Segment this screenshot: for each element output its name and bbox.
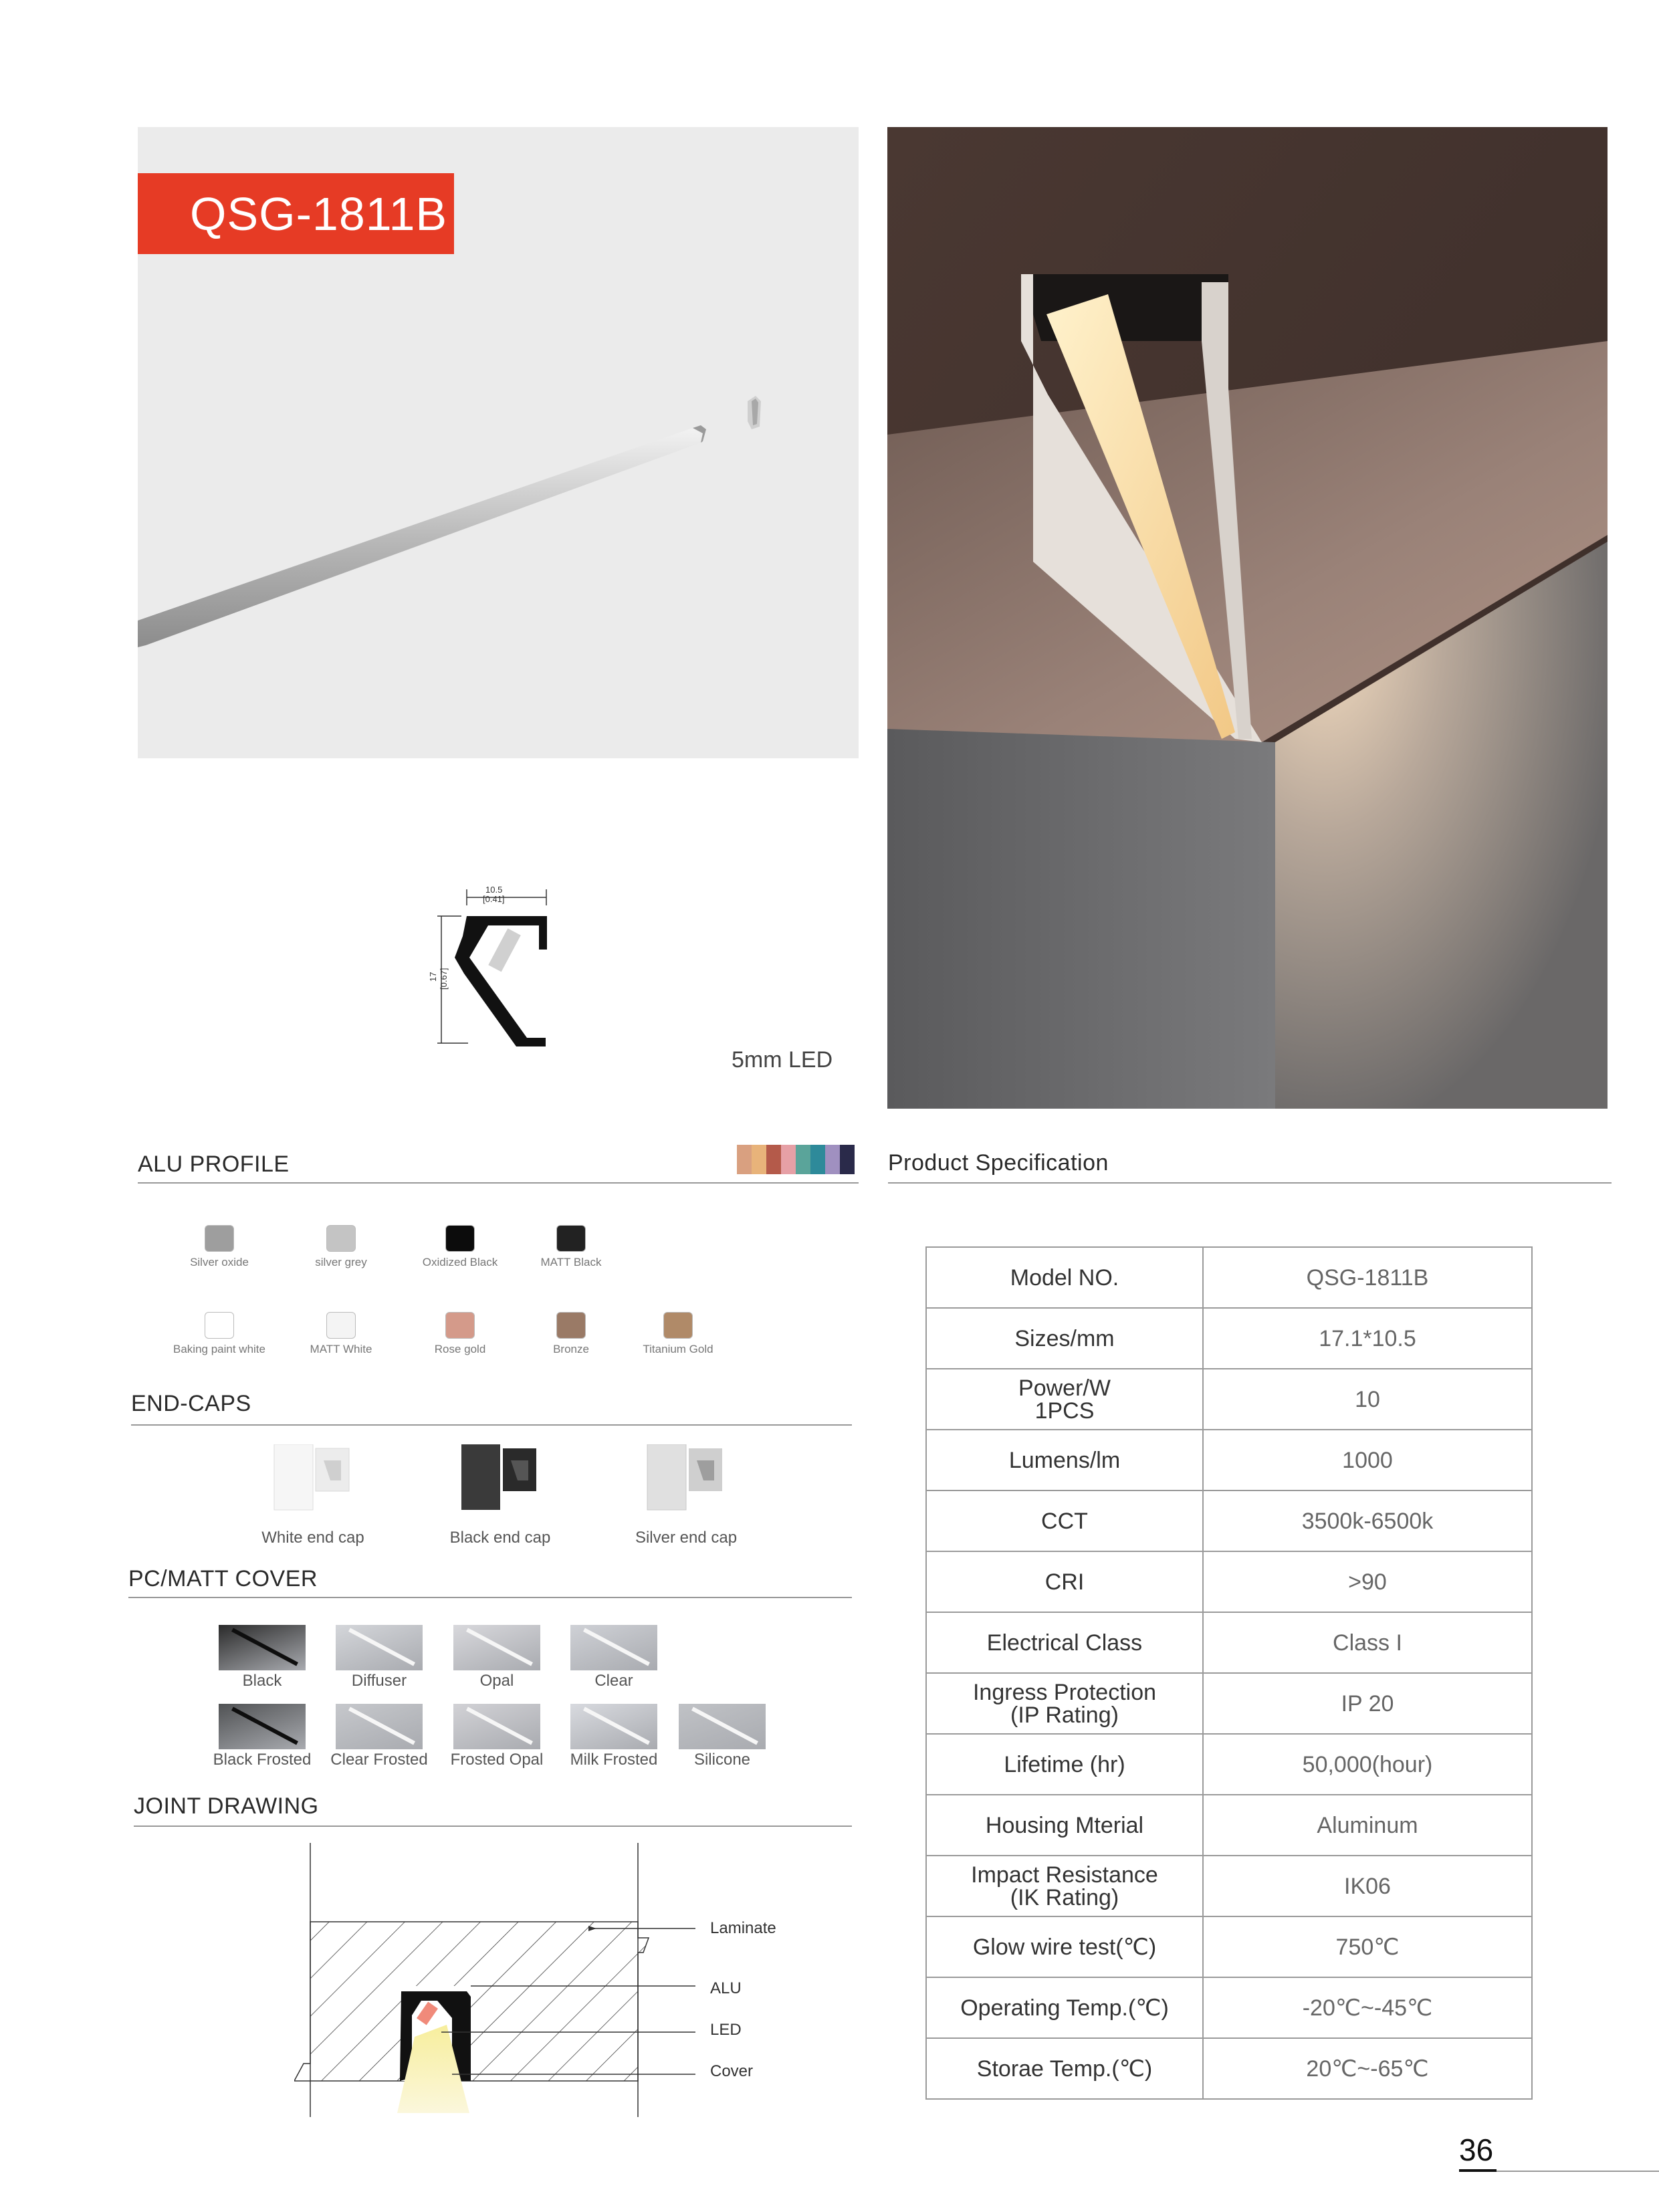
installation-photo <box>887 127 1608 1109</box>
joint-drawing <box>294 1843 709 2117</box>
spec-key: CRI <box>926 1551 1203 1612</box>
spec-key: Lumens/lm <box>926 1430 1203 1490</box>
spec-row <box>926 1551 1532 1612</box>
spec-key: Storae Temp.(℃) <box>926 2038 1203 2099</box>
finish-swatch <box>205 1225 234 1252</box>
spec-value: IK06 <box>1203 1856 1532 1916</box>
spec-key: Impact Resistance (IK Rating) <box>926 1856 1203 1916</box>
finish-swatch <box>445 1225 475 1252</box>
spec-row <box>926 1490 1532 1551</box>
color-bar-segment <box>781 1145 796 1174</box>
color-bar <box>737 1145 855 1174</box>
cover-tile <box>336 1625 423 1670</box>
cross-section-drawing <box>428 883 562 1050</box>
spec-value: 17.1*10.5 <box>1203 1308 1532 1369</box>
spec-value: 50,000(hour) <box>1203 1734 1532 1795</box>
finish-label: MATT Black <box>540 1256 602 1268</box>
silver-end-cap-image <box>645 1444 728 1511</box>
joint-label-led: LED <box>710 2021 742 2039</box>
spec-value: 750℃ <box>1203 1916 1532 1977</box>
color-bar-segment <box>766 1145 781 1174</box>
finish-swatch <box>556 1225 586 1252</box>
color-bar-segment <box>796 1145 810 1174</box>
color-bar-segment <box>840 1145 855 1174</box>
spec-row <box>926 1977 1532 2038</box>
led-note: 5mm LED <box>732 1047 833 1073</box>
finish-swatch <box>326 1312 356 1339</box>
finish-label: Oxidized Black <box>422 1256 498 1268</box>
cover-strip <box>691 1707 758 1745</box>
divider <box>134 1826 852 1827</box>
end-cap-label: White end cap <box>261 1529 364 1547</box>
cover-heading: PC/MATT COVER <box>128 1566 318 1591</box>
spec-value: Class I <box>1203 1612 1532 1673</box>
dim-width: 10.5 <box>485 885 503 895</box>
finish-label: Baking paint white <box>173 1343 265 1355</box>
finish-swatch <box>445 1312 475 1339</box>
black-end-cap-image <box>459 1444 542 1511</box>
cover-tile <box>453 1625 540 1670</box>
alu-profile-heading: ALU PROFILE <box>138 1151 290 1177</box>
cover-label: Diffuser <box>351 1672 407 1690</box>
page-number-underline <box>1459 2169 1497 2172</box>
spec-key: Model NO. <box>926 1247 1203 1308</box>
cover-label: Clear Frosted <box>330 1751 428 1769</box>
color-bar-segment <box>810 1145 825 1174</box>
color-bar-segment <box>752 1145 766 1174</box>
finish-swatch <box>556 1312 586 1339</box>
spec-row <box>926 1369 1532 1430</box>
color-bar-segment <box>737 1145 752 1174</box>
joint-drawing-heading: JOINT DRAWING <box>134 1793 319 1819</box>
spec-heading: Product Specification <box>888 1150 1109 1176</box>
spec-row <box>926 1916 1532 1977</box>
spec-key: CCT <box>926 1490 1203 1551</box>
cover-label: Frosted Opal <box>450 1751 544 1769</box>
end-caps-heading: END-CAPS <box>131 1391 251 1416</box>
cover-strip <box>466 1707 533 1745</box>
spec-row <box>926 1430 1532 1490</box>
spec-value: QSG-1811B <box>1203 1247 1532 1308</box>
spec-value: 20℃~-65℃ <box>1203 2038 1532 2099</box>
divider <box>131 1424 852 1426</box>
spec-table <box>925 1246 1533 2100</box>
finish-swatch <box>205 1312 234 1339</box>
cover-strip <box>348 1707 415 1745</box>
finish-label: Silver oxide <box>190 1256 249 1268</box>
cover-label: Black Frosted <box>213 1751 312 1769</box>
dim-height-in: [0.67] <box>439 968 449 990</box>
spec-key: Lifetime (hr) <box>926 1734 1203 1795</box>
spec-row <box>926 1308 1532 1369</box>
spec-key: Housing Mterial <box>926 1795 1203 1856</box>
cover-strip <box>583 1628 650 1666</box>
cover-tile <box>570 1704 657 1749</box>
spec-value: IP 20 <box>1203 1673 1532 1734</box>
spec-value: 10 <box>1203 1369 1532 1430</box>
cover-strip <box>466 1628 533 1666</box>
finish-label: Rose gold <box>434 1343 486 1355</box>
spec-value: Aluminum <box>1203 1795 1532 1856</box>
end-cap-label: Silver end cap <box>635 1529 738 1547</box>
cover-strip <box>583 1707 650 1745</box>
spec-row <box>926 1795 1532 1856</box>
dim-height: 17 <box>428 972 438 982</box>
spec-row <box>926 1673 1532 1734</box>
divider <box>128 1597 852 1598</box>
spec-row <box>926 1734 1532 1795</box>
cover-label: Clear <box>594 1672 633 1690</box>
cover-tile <box>219 1704 306 1749</box>
spec-row <box>926 1612 1532 1673</box>
cover-label: Opal <box>479 1672 514 1690</box>
spec-key: Sizes/mm <box>926 1308 1203 1369</box>
cover-strip <box>231 1628 298 1666</box>
spec-key: Electrical Class <box>926 1612 1203 1673</box>
color-bar-segment <box>825 1145 840 1174</box>
joint-label-alu: ALU <box>710 1979 742 1997</box>
joint-label-cover: Cover <box>710 2062 754 2080</box>
cover-label: Silicone <box>693 1751 751 1769</box>
cover-label: Black <box>242 1672 282 1690</box>
white-end-cap-image <box>271 1444 354 1511</box>
end-cap-label: Black end cap <box>449 1529 551 1547</box>
divider <box>888 1182 1612 1184</box>
spec-value: 1000 <box>1203 1430 1532 1490</box>
spec-value: 3500k-6500k <box>1203 1490 1532 1551</box>
cover-tile <box>570 1625 657 1670</box>
page-number: 36 <box>1459 2132 1494 2167</box>
cover-tile <box>679 1704 766 1749</box>
spec-row <box>926 1856 1532 1916</box>
cover-strip <box>231 1707 298 1745</box>
spec-key: Glow wire test(℃) <box>926 1916 1203 1977</box>
spec-row <box>926 2038 1532 2099</box>
finish-swatch <box>326 1225 356 1252</box>
finish-swatch <box>663 1312 693 1339</box>
spec-row <box>926 1247 1532 1308</box>
finish-label: Titanium Gold <box>643 1343 713 1355</box>
spec-value: -20℃~-45℃ <box>1203 1977 1532 2038</box>
divider <box>138 1182 859 1184</box>
joint-label-laminate: Laminate <box>710 1919 776 1937</box>
cover-strip <box>348 1628 415 1666</box>
cover-tile <box>219 1625 306 1670</box>
spec-key: Operating Temp.(℃) <box>926 1977 1203 2038</box>
model-tag: QSG-1811B <box>138 173 454 254</box>
cover-tile <box>453 1704 540 1749</box>
finish-label: MATT White <box>310 1343 372 1355</box>
spec-value: >90 <box>1203 1551 1532 1612</box>
footer-rule <box>1497 2171 1659 2172</box>
spec-key: Ingress Protection (IP Rating) <box>926 1673 1203 1734</box>
finish-label: silver grey <box>315 1256 367 1268</box>
cover-label: Milk Frosted <box>570 1751 658 1769</box>
finish-label: Bronze <box>553 1343 589 1355</box>
dim-width-in: [0.41] <box>483 894 505 904</box>
cover-tile <box>336 1704 423 1749</box>
spec-key: Power/W 1PCS <box>926 1369 1203 1430</box>
